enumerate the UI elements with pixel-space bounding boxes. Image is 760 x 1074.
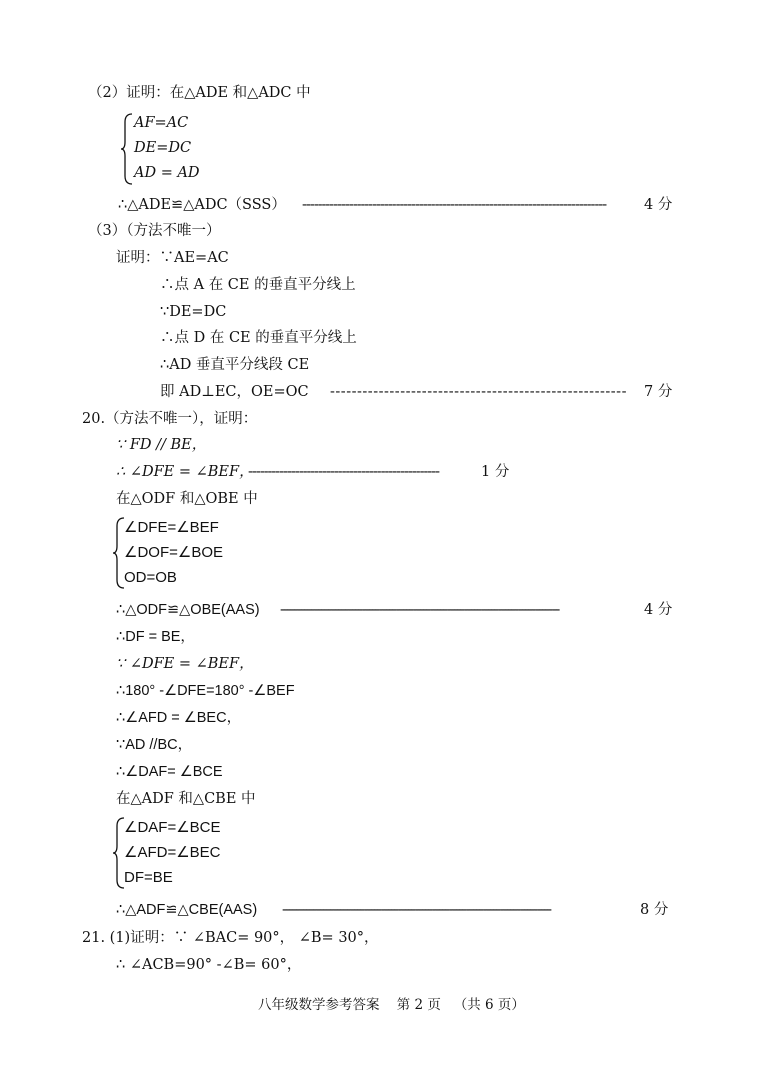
q20-step-5: ∵AD //BC， — [116, 737, 193, 753]
q20-step-6: ∴∠DAF= ∠BCE — [116, 764, 223, 780]
q20-conclusion-1: ∴△ODF≌△OBE(AAS) — [116, 602, 260, 618]
q19-part2-header: （2）证明：在△ADE 和△ADC 中 — [88, 85, 311, 101]
q20-conclusion-2-dash-leader: ------------------------------------------------------------------------------- — [282, 902, 551, 918]
q20-sys2-line-2: ∠AFD=∠BEC — [124, 844, 221, 861]
q20-sys2-line-1: ∠DAF=∠BCE — [124, 819, 221, 836]
q20-sys1-line-2: ∠DOF=∠BOE — [124, 544, 223, 561]
q19-part3-line-2: ∴点 A 在 CE 的垂直平分线上 — [160, 277, 356, 293]
q19-part2-conclusion: ∴△ADE≌△ADC（SSS） — [118, 197, 286, 213]
q19-part3-dash-leader: ------------------------------------------------------- — [330, 384, 627, 400]
q20-conclusion-1-dash-leader: ---------------------------------------------------------------------------------- — [280, 602, 559, 618]
q19-part3-header: （3）（方法不唯一） — [88, 223, 221, 239]
q20-tri1-intro: 在△ODF 和△OBE 中 — [116, 491, 258, 507]
q20-step-4: ∴∠AFD = ∠BEC， — [116, 710, 242, 726]
q19-part3-line-5: ∴AD 垂直平分线段 CE — [160, 357, 310, 373]
q19-sys-line-1: AF=AC — [134, 115, 189, 131]
q20-header: 20.（方法不唯一），证明： — [82, 411, 258, 427]
q19-part2-dash-leader: ------------------------------------------------------------------------------ — [302, 197, 607, 213]
page-footer: 八年级数学参考答案 第 2 页 （共 6 页） — [258, 997, 525, 1013]
q20-step-1: ∴DF = BE， — [116, 629, 195, 645]
q19-part3-score: 7 分 — [644, 384, 673, 400]
q19-sys-line-3: AD = AD — [134, 165, 200, 181]
q20-line-2: ∴ ∠DFE = ∠BEF， — [116, 464, 254, 480]
q19-sys-line-2: DE=DC — [134, 140, 192, 156]
q19-part3-line-1: 证明：∵AE=AC — [116, 250, 229, 266]
q20-conclusion-1-score: 4 分 — [644, 602, 673, 618]
q20-line-2-dash-leader: ------------------------------------------------- — [248, 464, 440, 480]
q20-line-1: ∵ FD // BE， — [116, 437, 207, 453]
q19-part3-line-4: ∴点 D 在 CE 的垂直平分线上 — [160, 330, 357, 346]
q21-line-1: 21. (1)证明：∵ ∠BAC= 90°， ∠B= 30°， — [82, 930, 379, 946]
q20-sys2-line-3: DF=BE — [124, 869, 173, 886]
q20-conclusion-2: ∴△ADF≌△CBE(AAS) — [116, 902, 258, 918]
q20-sys1-line-3: OD=OB — [124, 569, 177, 586]
brace-icon — [120, 112, 134, 186]
q20-step-3: ∴180° -∠DFE=180° -∠BEF — [116, 683, 295, 699]
q20-line-2-score: 1 分 — [481, 464, 510, 480]
q19-part3-line-3: ∵DE=DC — [160, 304, 227, 320]
q19-part3-final: 即 AD⊥EC，OE=OC — [160, 384, 309, 400]
q19-part2-score: 4 分 — [644, 197, 673, 213]
q20-sys1-line-1: ∠DFE=∠BEF — [124, 519, 219, 536]
q20-step-2: ∵ ∠DFE = ∠BEF， — [116, 656, 254, 672]
q20-conclusion-2-score: 8 分 — [640, 902, 669, 918]
q21-line-2: ∴ ∠ACB=90° -∠B= 60°， — [116, 957, 302, 973]
q20-tri2-intro: 在△ADF 和△CBE 中 — [116, 791, 256, 807]
